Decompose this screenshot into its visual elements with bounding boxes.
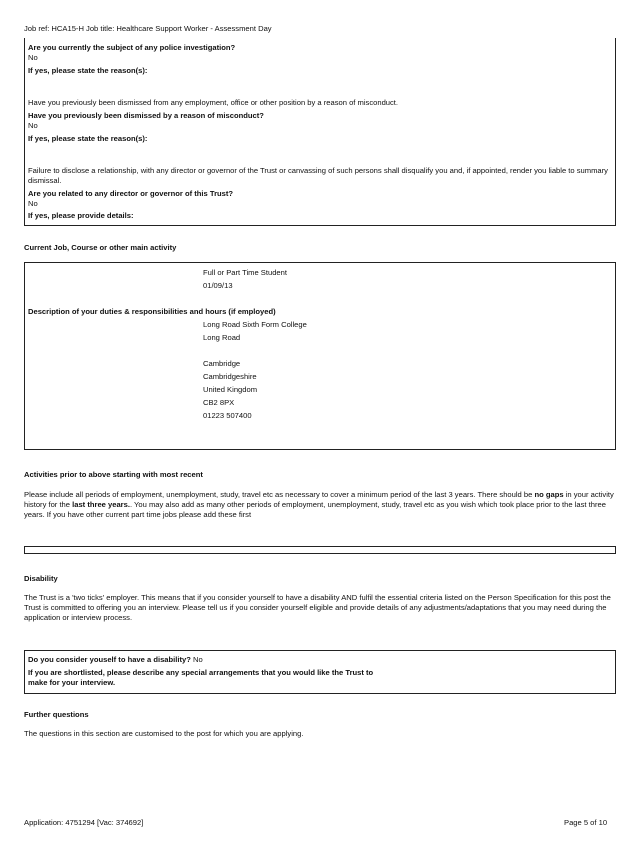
police-question: Are you currently the subject of any police investigation?: [28, 43, 236, 52]
dismissal-intro: Have you previously been dismissed from any employment, office or other position by a reason of misconduct.: [28, 98, 399, 107]
field-value: 01223 507400: [203, 411, 252, 420]
further-title: Further questions: [24, 710, 89, 719]
page-number: Page 5 of 10: [564, 818, 608, 827]
activities-title: Activities prior to above starting with most recent: [24, 470, 203, 479]
relationship-warning: Failure to disclose a relationship, with any director or governor of the Trust or canvassing of such persons shall disqualify you and, if appointed, render you liable to summary dismissal.: [28, 166, 608, 186]
current-job-title: Current Job, Course or other main activity: [24, 243, 177, 252]
declarations-box: [24, 38, 616, 226]
field-label: Description of your duties & responsibilities and hours (if employed): [28, 307, 276, 316]
application-footer: Application: 4751294 [Vac: 374692]: [24, 818, 144, 827]
disability-title: Disability: [24, 574, 58, 583]
police-reason-label: If yes, please state the reason(s):: [28, 66, 148, 75]
activities-paragraph: [24, 490, 616, 520]
dismissal-reason-label: If yes, please state the reason(s):: [28, 134, 148, 143]
field-value: CB2 8PX: [203, 398, 235, 407]
disability-box: [24, 650, 616, 694]
field-value: Cambridgeshire: [203, 372, 257, 381]
activities-text-3: . You may also add as many other periods of employment, unemployment, study, travel etc as you wish which took place prior to the last three years. If you have other current part time jobs please add these first: [24, 500, 606, 520]
disability-question: Do you consider youself to have a disability?: [28, 655, 191, 664]
dismissal-answer: No: [28, 121, 38, 130]
field-value: Cambridge: [203, 359, 241, 368]
field-value: Long Road: [203, 333, 241, 342]
activities-bold-1: no gaps: [534, 490, 564, 499]
police-answer: No: [28, 53, 38, 62]
activities-box: [24, 546, 616, 554]
page-header: Job ref: HCA15-H Job title: Healthcare Support Worker - Assessment Day: [24, 24, 272, 33]
further-paragraph: The questions in this section are customised to the post for which you are applying.: [24, 729, 304, 738]
arrangements-label-2: make for your interview.: [28, 678, 116, 687]
disability-answer: No: [193, 655, 203, 664]
related-details-label: If yes, please provide details:: [28, 211, 134, 220]
current-job-box: [24, 262, 616, 450]
field-value: 01/09/13: [203, 281, 233, 290]
arrangements-label-1: If you are shortlisted, please describe any special arrangements that you would like the Trust to: [28, 668, 374, 677]
dismissal-question: Have you previously been dismissed by a reason of misconduct?: [28, 111, 264, 120]
field-value: Long Road Sixth Form College: [203, 320, 307, 329]
field-value: United Kingdom: [203, 385, 258, 394]
disability-paragraph: The Trust is a 'two ticks' employer. This means that if you consider yourself to have a disability AND fulfil the essential criteria listed on the Person Specification for this post the Trust is committed to offering you an interview. Please tell us if you consider yourself eligible and provide details of any adjustments/adaptations that you may need during the application or interview process.: [24, 593, 611, 623]
related-answer: No: [28, 199, 38, 208]
activities-bold-2: last three years.: [72, 500, 130, 510]
related-question: Are you related to any director or governor of this Trust?: [28, 189, 234, 198]
field-value: Full or Part Time Student: [203, 268, 287, 277]
activities-text-1: Please include all periods of employment, unemployment, study, travel etc as necessary to cover a minimum period of the last 3 years. There should be: [24, 490, 535, 499]
activities-text-2: in your activity history for the: [24, 490, 614, 510]
